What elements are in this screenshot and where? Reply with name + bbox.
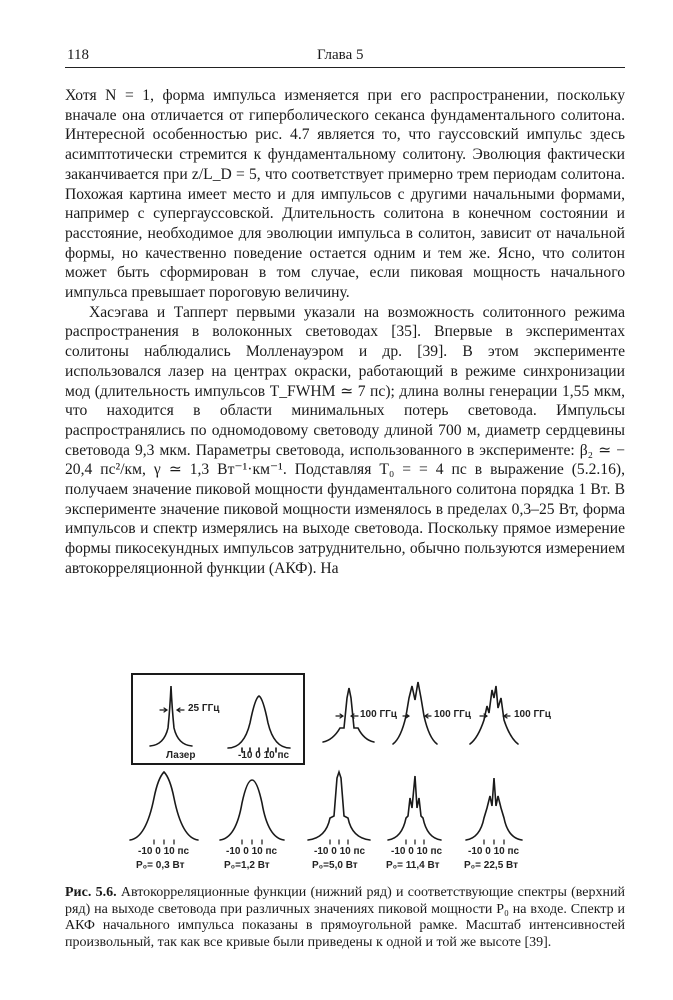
bandwidth-label-1: 100 ГГц [360, 709, 397, 720]
laser-bandwidth-label: 25 ГГц [188, 703, 220, 714]
figure-graphics [118, 668, 588, 876]
body-text [65, 86, 625, 579]
bandwidth-label-3: 100 ГГц [514, 709, 551, 720]
spectrum-p22 [470, 686, 518, 744]
acf-p03 [130, 772, 198, 840]
time-axis-3: -10 0 10 пс [314, 846, 366, 857]
power-label-5: P₀= 22,5 Вт [464, 860, 519, 871]
time-axis-1: -10 0 10 пс [138, 846, 190, 857]
paragraph-1: Хотя N = 1, форма импульса изменяется при его распространении, поскольку вначале она отличается от гиперболического секанса фундаментального солитона. Интересной особенностью рис. 4.7 является то, что гауссовский импульс здесь асимптотически стремится к фундаментальному солитону. Эволюция фактически заканчивается при z/L_D = 5, что соответствует примерно трем периодам солитона. Похожая картина имеет место и для импульсов с другими начальными формами, например с супергауссовской. Длительность солитона в конечном состоянии и расстояние, необходимое для эволюции импульса в солитон, зависит от начальной формы, но качественно поведение остается одним и тем же. Ясно, что солитон может быть сформирован в том случае, если пиковая мощность начального импульса превышает пороговую величину. [65, 87, 625, 302]
acf-p50 [308, 772, 370, 840]
acf-p225 [466, 778, 522, 840]
time-axis-5: -10 0 10 пс [468, 846, 520, 857]
caption-text: Автокорреляционные функции (нижний ряд) и соответствующие спектры (верхний ряд) на выходе световода при различных значениях пиковой мощности P₀ на входе. Спектр и АКФ начального импульса показаны в прямоугольной рамке. Масштаб интенсивностей произвольный, так как все кривые были приведены к одной и той же высоте [39]. [65, 885, 625, 950]
time-axis-4: -10 0 10 пс [391, 846, 443, 857]
laser-spectrum [150, 686, 192, 746]
chapter-title: Глава 5 [317, 47, 364, 63]
bandwidth-label-2: 100 ГГц [434, 709, 471, 720]
power-label-3: P₀=5,0 Вт [312, 860, 358, 871]
acf-p12 [220, 780, 284, 840]
power-label-1: P₀= 0,3 Вт [136, 860, 185, 871]
time-axis-2: -10 0 10 пс [226, 846, 278, 857]
figure-caption [65, 885, 625, 951]
spectrum-p11 [393, 682, 437, 744]
caption-label: Рис. 5.6. [65, 885, 117, 900]
page-header [65, 45, 625, 68]
page-number: 118 [67, 47, 89, 63]
power-label-2: P₀=1,2 Вт [224, 860, 270, 871]
paragraph-2: Хасэгава и Тапперт первыми указали на возможность солитонного режима распространения в волоконных световодах [35]. Впервые в экспериментах солитоны наблюдались Молленауэром и др. [39]. В этом эксперименте использовался лазер на центрах окраски, работающий в режиме синхронизации мод (длительность импульсов T_FWHM ≃ 7 пс); длина волны генерации 1,55 мкм, что находится в области минимальных потерь световода. Импульсы распространялись по одномодовому световоду длиной 700 м, диаметр сердцевины световода 9,3 мкм. Параметры световода, использованного в эксперименте: β₂ ≃ − 20,4 пс²/км, γ ≃ 1,3 Вт⁻¹·км⁻¹. Подставляя T₀ = = 4 пс в выражение (5.2.16), получаем значение пиковой мощности фундаментального солитона порядка 1 Вт. В эксперименте значение пиковой мощности изменялось в пределах 0,3–25 Вт, форма импульсов и спектр измерялись на выходе световода. Поскольку прямое измерение формы пикосекундных импульсов затруднительно, обычно пользуются измерением автокорреляционной функции (АКФ). На [65, 303, 625, 577]
power-label-4: P₀= 11,4 Вт [386, 860, 440, 871]
laser-acf [228, 696, 290, 748]
laser-time-axis: -10 0 10 пс [238, 750, 290, 761]
figure-5-6 [118, 668, 588, 876]
laser-label: Лазер [166, 750, 196, 761]
acf-p114 [388, 776, 441, 840]
